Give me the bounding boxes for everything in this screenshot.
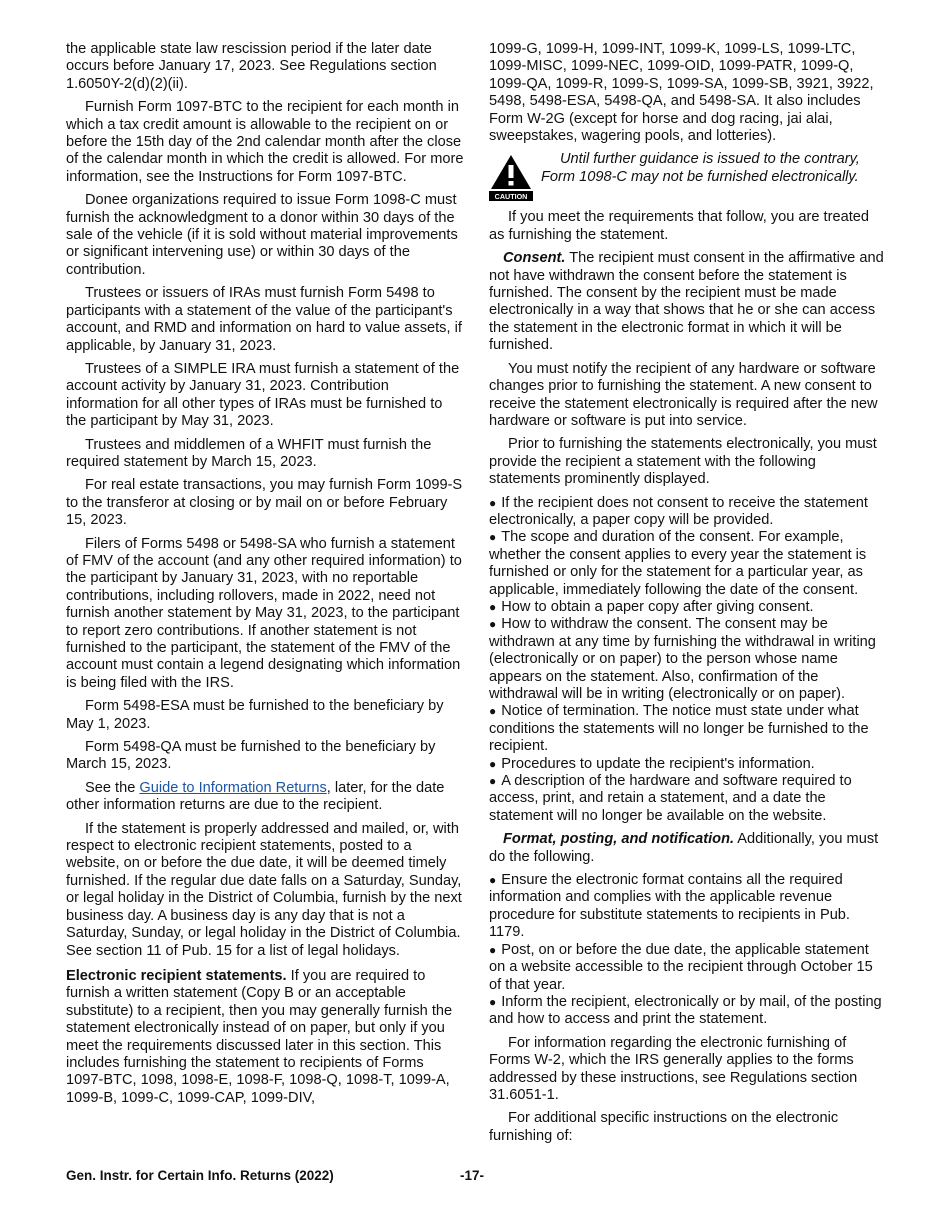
section-heading: Format, posting, and notification. (503, 831, 735, 848)
bullet-icon: ● (489, 530, 497, 545)
paragraph: For additional specific instructions on the electronic furnishing of: (489, 1110, 839, 1144)
caution-text: Until further guidance is issued to the contrary, Form 1098-C may not be furnished electronically. (541, 151, 860, 185)
bullet-icon: ● (489, 599, 497, 614)
bullet-icon: ● (489, 873, 497, 888)
list-item: ● If the recipient does not consent to receive the statement electronically, a paper copy will be provided. (489, 494, 868, 528)
paragraph (489, 250, 887, 354)
text: If you are required to furnish a written statement (Copy B or an acceptable substitute) to a recipient, then you may generally furnish the statement electronically instead of on paper, but only if you meet the requirements discussed later in this section. This includes furnishing the statement to recipients of Forms 1097-BTC, 1098, 1098-E, 1098-F, 1098-Q, 1098-T, 1099-A, 1099-B, 1099-C, 1099-CAP, 1099-DIV, (66, 967, 453, 1106)
bullet-icon: ● (489, 774, 497, 789)
paragraph: Form 5498-ESA must be furnished to the beneficiary by May 1, 2023. (66, 698, 444, 732)
left-column (66, 41, 464, 1113)
paragraph: Donee organizations required to issue Form 1098-C must furnish the acknowledgment to a donor within 30 days of the sale of the vehicle (if it is sold without material improvements or significant intervening use) or within 30 days of the contribution. (66, 192, 458, 278)
paragraph: 1099-G, 1099-H, 1099-INT, 1099-K, 1099-LS, 1099-LTC, 1099-MISC, 1099-NEC, 1099-OID, 1099-PATR, 1099-Q, 1099-QA, 1099-R, 1099-S, 1099-SA, 1099-SB, 3921, 3922, 5498, 5498-ESA, 5498-QA, and 5498-SA. It also includes Form W-2G (except for horse and dog racing, jai alai, sweepstakes, wagering pools, and lotteries). (489, 41, 874, 145)
paragraph: the applicable state law rescission period if the later date occurs before January 17, 2023. See Regulations section 1.6050Y-2(d)(2)(ii). (66, 41, 437, 92)
bullet-icon: ● (489, 495, 497, 510)
paragraph: Prior to furnishing the statements electronically, you must provide the recipient a statement with the following statements prominently displayed. (489, 436, 877, 488)
footer-title: Gen. Instr. for Certain Info. Returns (2022) (66, 1168, 334, 1183)
paragraph: You must notify the recipient of any hardware or software changes prior to furnishing the statement. A new consent to receive the statement electronically is required after the new hardware or software is put into service. (489, 360, 878, 429)
paragraph: Trustees or issuers of IRAs must furnish Form 5498 to participants with a statement of the value of the participant's account, and RMD and information on hard to value assets, if applicable, by January 31, 2023. (66, 285, 462, 354)
list-item: ● Notice of termination. The notice must state under what conditions the statements will no longer be furnished to the recipient. (489, 703, 869, 755)
text: The recipient must consent in the affirmative and not have withdrawn the consent before the statement is furnished. The consent by the recipient must be made electronically in a way that shows that he or she can access the statement in the electronic format in which it will be furnished. (489, 250, 884, 354)
guide-to-information-returns-link[interactable]: Guide to Information Returns (139, 779, 327, 796)
list-item: ● A description of the hardware and software required to access, print, and retain a statement, and a date the statement will no longer be available on the website. (489, 773, 852, 824)
list-item: ● How to obtain a paper copy after giving consent. (489, 598, 814, 615)
paragraph: Furnish Form 1097-BTC to the recipient for each month in which a tax credit amount is allowable to the recipient on or before the 15th day of the 2nd calendar month after the close of the calendar month in which the credit is allowed. For more information, see the Instructions for Form 1097-BTC. (66, 99, 464, 185)
paragraph: Form 5498-QA must be furnished to the beneficiary by March 15, 2023. (66, 739, 436, 773)
paragraph: For information regarding the electronic furnishing of Forms W-2, which the IRS generally applies to the forms addressed by these instructions, see Regulations section 31.6051-1. (489, 1034, 858, 1103)
paragraph: Trustees of a SIMPLE IRA must furnish a statement of the account activity by January 31, 2023. Contribution information for all other types of IRAs must be furnished to the participant by May 31, 2023. (66, 360, 460, 430)
list-item: ● How to withdraw the consent. The consent may be withdrawn at any time by furnishing the withdrawal in writing (electronically or on paper) to the person whose name appears on the statement. Also, confirmation of the withdrawal will be in writing (electronically or on paper). (489, 616, 876, 702)
right-column (489, 41, 887, 1151)
bullet-icon: ● (489, 704, 497, 719)
list-item: ● Inform the recipient, electronically or by mail, of the posting and how to access and print the statement. (489, 993, 882, 1028)
list-item: ● The scope and duration of the consent. For example, whether the consent applies to every year the statement is furnished or only for the statement for a particular year, as applicable, immediately following the date of the consent. (489, 529, 867, 598)
paragraph: If the statement is properly addressed and mailed, or, with respect to electronic recipient statements, posted to a website, on or before the due date, it will be deemed timely furnished. If the regular due date falls on a Saturday, Sunday, or legal holiday in the District of Columbia, furnish by the next business day. A business day is any day that is not a Saturday, Sunday, or legal holiday in the District of Columbia. See section 11 of Pub. 15 for a list of legal holidays. (66, 820, 462, 959)
section-heading: Consent. (503, 250, 566, 267)
bullet-icon: ● (489, 994, 497, 1009)
paragraph: Filers of Forms 5498 or 5498-SA who furnish a statement of FMV of the account (and any other required information) to the participant by January 31, 2023, with no reportable contributions, including rollovers, made in 2022, need not furnish another statement by May 31, 2023, to the participant to report zero contributions. If another statement is not furnished to the participant, the statement of the FMV of the account must contain a legend designating which information is being filed with the IRS. (66, 535, 462, 691)
bullet-icon: ● (489, 942, 497, 957)
bullet-icon: ● (489, 617, 497, 632)
caution-label: CAUTION (494, 192, 528, 202)
text: See the (85, 779, 140, 796)
text: Additionally, you must do the following. (489, 831, 879, 865)
list-item: ● Procedures to update the recipient's information. (489, 755, 815, 772)
section-heading: Electronic recipient statements. (66, 967, 287, 984)
caution-box (489, 151, 887, 201)
text: , later, for the date other information returns are due to the recipient. (66, 779, 445, 814)
list-item: ● Ensure the electronic format contains all the required information and complies with the applicable revenue procedure for substitute statements to recipients in Pub. 1179. (489, 872, 850, 941)
paragraph: For real estate transactions, you may furnish Form 1099-S to the transferor at closing or by mail on or before February 15, 2023. (66, 477, 463, 529)
paragraph (489, 831, 887, 866)
paragraph (66, 968, 464, 1107)
paragraph: Trustees and middlemen of a WHFIT must furnish the required statement by March 15, 2023. (66, 436, 432, 470)
page-number: -17- (460, 1168, 485, 1183)
paragraph (66, 780, 464, 815)
bullet-icon: ● (489, 756, 497, 771)
paragraph: If you meet the requirements that follow, you are treated as furnishing the statement. (489, 209, 869, 243)
list-item: ● Post, on or before the due date, the applicable statement on a website accessible to the recipient through October 15 of that year. (489, 941, 873, 993)
caution-icon (489, 153, 533, 201)
